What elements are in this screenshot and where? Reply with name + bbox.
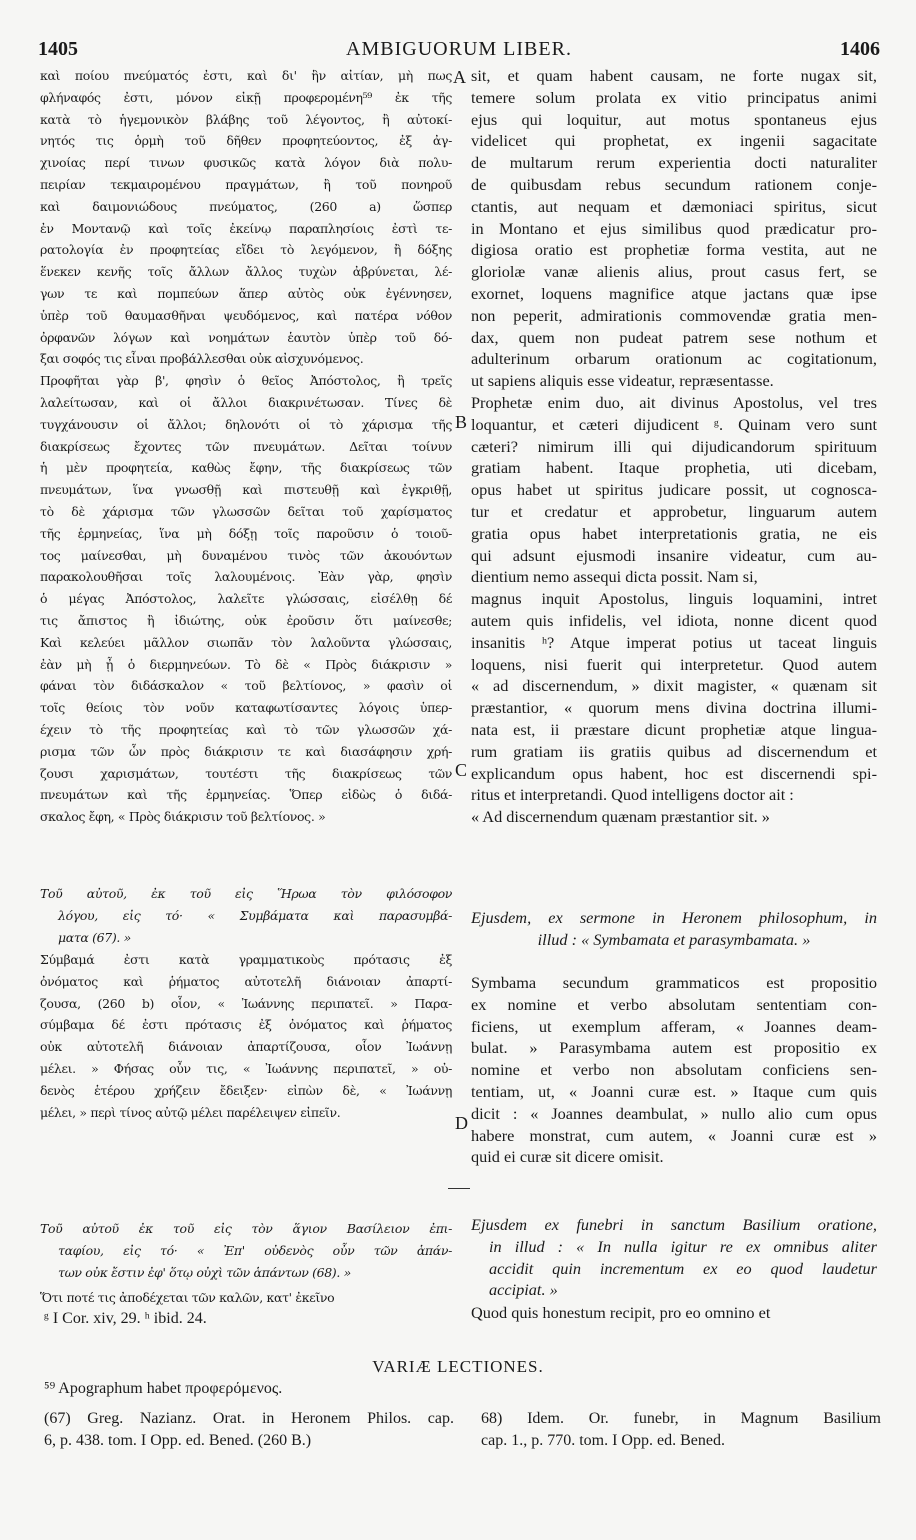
text-line: bulat. » Parasymbama autem est propositio ex: [471, 1038, 877, 1058]
greek-section-heading-heron: [40, 883, 452, 948]
text-line: quid ei curæ sit dicere omisit.: [471, 1147, 664, 1167]
text-line: τῆς ἑρμηνείας, ἵνα μὴ δόξῃ τοῖς παροῦσιν ὁ τοιοῦ-: [40, 525, 452, 541]
text-line: præstantior, « quorum mens divina doctrina illumi-: [471, 698, 877, 718]
text-line: διακρίσεως ἔχοντες τῶν πνευμάτων. Δεῖται τοίνυν: [40, 438, 452, 454]
text-line: gloriolæ vanæ alienis alius, prout casus fert, se: [471, 262, 877, 282]
text-line: Prophetæ enim duo, ait divinus Apostolus, vel tres: [471, 392, 877, 412]
text-line: ὑπὲρ τοῦ θαυμασθῆναι ψευδόμενος, καὶ πατέρα νόθον: [40, 307, 452, 323]
text-line: sit, et quam habent causam, ne forte nugax sit,: [471, 66, 877, 85]
text-line: Ejusdem ex funebri in sanctum Basilium oratione,: [471, 1215, 877, 1234]
text-line: τοῖς θείοις τὸν νοῦν καταφωτίσαντες λόγοις ὑπερ-: [40, 700, 452, 716]
text-line: adulterinum orbarum orationum ac cogitationum,: [471, 349, 877, 369]
greek-column-main: [40, 65, 452, 828]
text-line: έχειν τὸ τῆς προφητείας καὶ τὸ τῶν γλωσσῶν χά-: [40, 721, 452, 737]
text-line: ζουσα, (260 b) οἷον, « Ἰωάννης περιπατεῖ. » Παρα-: [40, 995, 452, 1011]
text-line: φλήναφός ἐστι, μόνον εἰκῇ προφερομένη⁵⁹ ἐκ τῆς: [40, 89, 452, 105]
text-line: λαλείτωσαν, καὶ οἱ ἄλλοι διακρινέτωσαν. Τίνες δὲ: [40, 394, 452, 410]
latin-text-symbama: [471, 972, 877, 1168]
margin-letter-d: D: [455, 1113, 468, 1133]
greek-text-symbama: [40, 949, 452, 1123]
text-line: dax, quem non pudeat patrem sese nothum et: [471, 327, 877, 347]
text-line: ρατολογία ἐν προφητείας εἴδει τὸ λεγόμενον, ἢ δόξης: [40, 242, 452, 258]
text-line: πειρίαν τεκμαιρομένου πραγμάτων, ἢ τοῦ πονηροῦ: [40, 176, 452, 192]
text-line: Τοῦ αὐτοῦ ἐκ τοῦ εἰς τὸν ἅγιον Βασίλειον ἐπι-: [40, 1221, 452, 1236]
text-line: Τοῦ αὐτοῦ, ἐκ τοῦ εἰς Ἥρωα τὸν φιλόσοφον: [40, 886, 452, 901]
text-line: ἡ μὲν προφητεία, καθὼς ἔφην, τῆς διακρίσεως τῶν: [40, 460, 452, 476]
text-line: tentiam, ut, « Joanni curæ est. » Itaque cum quis: [471, 1081, 877, 1101]
text-line: καὶ ποίου πνεύματός ἐστι, καὶ δι' ἣν αἰτίαν, μὴ πως: [40, 68, 452, 83]
text-line: γων τε καὶ πομπεύων ἅπερ αὐτὸς οὐκ ἐγέννησεν,: [40, 285, 452, 301]
text-line: ex nomine et verbo absolutam sententiam con-: [471, 994, 877, 1014]
text-line: nomine et verbo non absolutam conficiens sen-: [471, 1060, 877, 1080]
text-line: de multarum rerum experientia docti naturaliter: [471, 153, 877, 173]
text-line: tur et credatur et approbetur, linguarum autem: [471, 501, 877, 521]
running-title: AMBIGUORUM LIBER.: [346, 38, 572, 60]
text-line: ctantis, aut nequam et dæmoniaci spiritus, sicut: [471, 196, 877, 216]
text-line: ζουσι χαρισμάτων, τουτέστι τῆς διακρίσεως τῶν: [40, 765, 452, 781]
text-line: ὀνόματος καὶ ῥήματος αὐτοτελῆ διάνοιαν ἀπαρτί-: [40, 973, 452, 989]
text-line: cæteri? nimirum illi qui dijudicandorum spirituum: [471, 436, 877, 456]
text-line: nata est, ii præstare dicunt prophetiæ atque lingua-: [471, 719, 877, 739]
section-divider: [448, 1188, 470, 1189]
text-line: τὸ δὲ χάρισμα τῶν γλωσσῶν δεῖται τοῦ χαρίσματος: [40, 503, 452, 519]
text-line: ut sapiens aliquis esse videatur, repræsentasse.: [471, 371, 774, 391]
text-line: gratia opus habet interpretationis gratia, ne eis: [471, 523, 877, 543]
text-line: των οὐκ ἔστιν ἐφ' ὅτῳ οὐχὶ τῶν ἁπάντων (68). »: [58, 1264, 351, 1280]
text-line: ξαι σοφός τις εἶναι προβάλλεσθαι οὐκ αἰσχυνόμενος.: [40, 351, 364, 367]
text-line: temere solum prolata ex vitio principatus animi: [471, 87, 877, 107]
text-line: τις ἄπιστος ἢ ἰδιώτης, οὐκ ἐροῦσιν ὅτι μαίνεσθε;: [40, 612, 452, 628]
latin-section-heading-basil: [471, 1214, 877, 1301]
text-line: πνευμάτων, ἵνα γνωσθῇ καὶ πιστευθῇ καὶ ἐγκριθῇ,: [40, 482, 452, 498]
text-line: « Ad discernendum quænam præstantior sit. »: [471, 807, 770, 827]
text-line: σκαλος ἔφη, « Πρὸς διάκρισιν τοῦ βελτίονος. »: [40, 809, 326, 825]
text-line: μέλει, » περὶ τίνος αὐτῷ μέλει παρέλειψεν εἰπεῖν.: [40, 1104, 341, 1120]
text-line: ματα (67). »: [58, 929, 131, 945]
text-line: non peperit, admirationis commovendæ gratia men-: [471, 305, 877, 325]
text-line: « ad discernendum, » dixit magister, « quænam sit: [471, 676, 877, 696]
text-line: ficiens, ut exemplum afferam, « Joannes deam-: [471, 1016, 877, 1036]
text-line: ὁ μέγας Ἀπόστολος, λαλεῖτε γλώσσαις, εἰσέλθῃ δέ: [40, 591, 452, 607]
text-line: autem quis infidelis, vel idiota, nonne dicent quod: [471, 610, 877, 630]
text-line: dicit : « Joannes deambulat, » nullo alio cum opus: [471, 1103, 877, 1123]
text-line: φάναι τὸν διδάσκαλον « τοῦ βελτίονος, » φασὶν οἱ: [40, 678, 452, 694]
text-line: de quibusdam rebus secundum rationem conje-: [471, 174, 877, 194]
greek-text-basil: [40, 1287, 452, 1309]
text-line: exornet, loquens magnifice atque jactans quæ ipse: [471, 283, 877, 303]
text-line: 6, p. 438. tom. I Opp. ed. Bened. (260 B.): [44, 1432, 312, 1449]
text-line: Σύμβαμά ἐστι κατὰ γραμματικοὺς πρότασις ἐξ: [40, 952, 452, 967]
margin-letter-a: A: [453, 67, 466, 87]
latin-section-heading-heron: [471, 907, 877, 951]
text-line: in Montano et ejus similibus quod prædicatur pro-: [471, 218, 877, 238]
latin-column-main: [471, 65, 877, 828]
text-line: loquens, nisi fuerit qui interpretetur. Quod autem: [471, 654, 877, 674]
text-line: Ὅτι ποτέ τις ἀποδέχεται τῶν καλῶν, κατ' ἐκεῖνο: [40, 1290, 335, 1305]
text-line: Symbama secundum grammaticos est propositio: [471, 973, 877, 992]
page-number-left: 1405: [38, 38, 78, 60]
text-line: καὶ δαιμονιώδους πνεύματος, (260 a) ὥσπερ: [40, 198, 452, 214]
page-number-right: 1406: [840, 38, 880, 60]
text-line: loquantur, et cæteri dijudicent ᵍ. Quinam vero sunt: [471, 414, 877, 434]
text-line: magnus inquit Apostolus, linguis loquamini, intret: [471, 589, 877, 609]
text-line: ἐὰν μὴ ᾖ ὁ διερμηνεύων. Τὸ δὲ « Πρὸς διάκρισιν »: [40, 656, 452, 672]
text-line: τυγχάνουσιν οἱ ἄλλοι; δηλονότι οἱ τὸ χάρισμα τῆς: [40, 416, 452, 432]
text-line: accidit quin incrementum ex eo quod laudetur: [489, 1258, 877, 1278]
text-line: οὐκ αὐτοτελῆ διάνοιαν ἀπαρτίζουσα, οἷον Ἰωάννῃ: [40, 1039, 452, 1055]
text-line: ἐν Μοντανῷ καὶ τοῖς ἐκείνῳ παραπλησίοις ἐστὶ τε-: [40, 220, 452, 236]
latin-text-basil: [471, 1302, 877, 1324]
variant-reading-68: [481, 1408, 881, 1452]
running-header: [38, 36, 880, 66]
text-line: Ejusdem, ex sermone in Heronem philosophum, in: [471, 908, 877, 927]
text-line: ρισμα τῶν ὧν πρὸς διάκρισιν τε καὶ διασάφησιν χρή-: [40, 743, 452, 759]
text-line: habere monstrat, cum autem, « Joanni curæ est »: [471, 1125, 877, 1145]
text-line: illud : « Symbamata et parasymbamata. »: [537, 929, 811, 949]
text-line: κατὰ τὸ ἡγεμονικὸν βλάβης τοῦ λέγοντος, ἢ αὐτοκί-: [40, 111, 452, 127]
variae-lectiones-title: VARIÆ LECTIONES.: [372, 1357, 544, 1376]
text-line: insanitis ʰ? Atque imperat potius ut taceat linguis: [471, 632, 877, 652]
variant-reading-67: [44, 1408, 454, 1452]
text-line: accipiat. »: [489, 1280, 558, 1300]
text-line: opus habet ut spiritus judicare possit, ut cognosca-: [471, 480, 877, 500]
text-line: ὀρφανῶν λόγων καὶ νοημάτων ἑαυτὸν ὑπὲρ τοῦ δό-: [40, 329, 452, 345]
text-line: cap. 1., p. 770. tom. I Opp. ed. Bened.: [481, 1432, 725, 1449]
text-line: σύμβαμα δέ ἐστι πρότασις ἐξ ὀνόματος καὶ ῥήματος: [40, 1017, 452, 1033]
text-line: παρακολουθῆσαι τοῖς λαλουμένοις. Ἐὰν γὰρ, φησὶν: [40, 569, 452, 585]
margin-letter-c: C: [455, 760, 468, 780]
text-line: gratiam habent. Itaque prophetia, uti dicebam,: [471, 458, 877, 478]
text-line: qui adsunt ejusmodi insanire videatur, cum au-: [471, 545, 877, 565]
text-line: dientium nemo assequi dicta possit. Nam si,: [471, 567, 758, 587]
text-line: ejus qui loquitur, aut motus spontaneus ejus: [471, 109, 877, 129]
text-line: 68) Idem. Or. funebr, in Magnum Basilium: [481, 1410, 881, 1427]
text-line: ritus et interpretandi. Quod intelligens doctor ait :: [471, 785, 794, 805]
text-line: rum gratiam iis gratiis quibus ad discernendum et: [471, 741, 877, 761]
footnote-scripture: ᵍ I Cor. xiv, 29. ʰ ibid. 24.: [44, 1310, 207, 1327]
text-line: (67) Greg. Nazianz. Orat. in Heronem Philos. cap.: [44, 1410, 454, 1427]
text-line: λόγου, εἰς τό· « Συμβάματα καὶ παρασυμβά-: [58, 907, 452, 923]
text-line: πνευμάτων καὶ τῆς ἑρμηνείας. Ὅπερ εἰδὼς ὁ διδά-: [40, 787, 452, 803]
text-line: videlicet qui prophetat, ex ingenii sagacitate: [471, 131, 877, 151]
greek-section-heading-basil: [40, 1218, 452, 1283]
text-line: Quod quis honestum recipit, pro eo omnino et: [471, 1303, 771, 1322]
margin-letter-b: B: [455, 412, 468, 432]
text-line: τος μαίνεσθαι, μὴ δυναμένου τινὸς τῶν ἀκουόντων: [40, 547, 452, 563]
text-line: ταφίου, εἰς τό· « Ἐπ' οὐδενὸς οὖν τῶν ἁπάν-: [58, 1242, 452, 1258]
text-line: in illud : « In nulla igitur re ex omnibus aliter: [489, 1236, 877, 1256]
text-line: ἕνεκεν κενῆς τοῖς ἄλλων ἄλλος τυχὼν ἀβρύνεται, λέ-: [40, 264, 452, 280]
text-line: μέλει. » Φήσας οὖν τις, « Ἰωάννης περιπατεῖ, » οὐ-: [40, 1060, 452, 1076]
text-line: νητός τις ὁρμὴ τοῦ δῆθεν προφητεύοντος, ἐξ ἀγ-: [40, 133, 452, 149]
footnote-59: ⁵⁹ Apographum habet προφερόμενος.: [44, 1380, 283, 1397]
text-line: Προφῆται γὰρ β', φησὶν ὁ θεῖος Ἀπόστολος, ἢ τρεῖς: [40, 373, 452, 389]
text-line: Καὶ κελεύει μᾶλλον σιωπᾶν τὸν λαλοῦντα γλώσσαις,: [40, 634, 452, 650]
text-line: χινοίας περί τινων φυσικῶς κατὰ λόγον διὰ πολυ-: [40, 155, 452, 171]
text-line: δενὸς ἑτέρου χρήζειν ἔδειξεν· εἰπὼν δὲ, « Ἰωάννῃ: [40, 1082, 452, 1098]
text-line: explicandum opus habent, hoc est discernendi spi-: [471, 763, 877, 783]
text-line: digiosa oratio est prophetiæ forma vestita, aut ne: [471, 240, 877, 260]
